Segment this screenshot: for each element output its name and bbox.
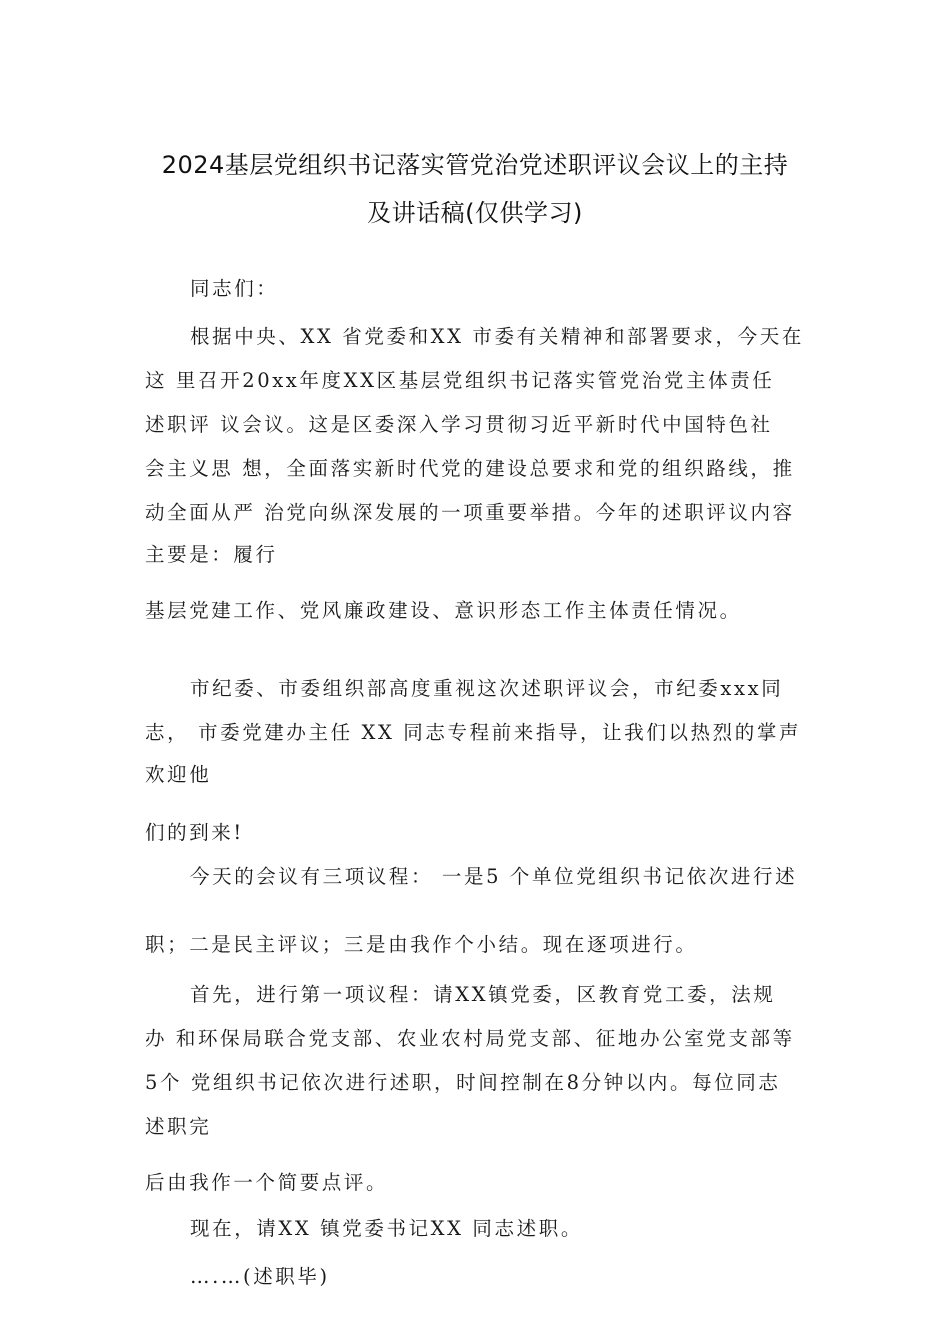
paragraph-line: 首先，进行第一项议程：请XX镇党委，区教育党工委，法规: [190, 983, 776, 1006]
paragraph-line: 市纪委、市委组织部高度重视这次述职评议会，市纪委xxx同: [190, 677, 784, 700]
paragraph-line: 们的到来!: [145, 821, 244, 844]
paragraph-line: ….…(述职毕): [190, 1265, 330, 1288]
paragraph-line: 职；二是民主评议；三是由我作个小结。现在逐项进行。: [145, 933, 698, 956]
paragraph-line: 基层党建工作、党风廉政建设、意识形态工作主体责任情况。: [145, 599, 742, 622]
paragraph-line: 志， 市委党建办主任 XX 同志专程前来指导，让我们以热烈的掌声: [145, 721, 802, 744]
salutation: 同志们：: [190, 277, 279, 300]
paragraph-line: 今天的会议有三项议程： 一是5 个单位党组织书记依次进行述: [190, 865, 798, 888]
paragraph-line: 动全面从严 治党向纵深发展的一项重要举措。今年的述职评议内容: [145, 501, 795, 524]
paragraph-line: 根据中央、XX 省党委和XX 市委有关精神和部署要求，今天在: [190, 325, 804, 348]
paragraph-line: 述职评 议会议。这是区委深入学习贯彻习近平新时代中国特色社: [145, 413, 773, 436]
paragraph-line: 5个 党组织书记依次进行述职，时间控制在8分钟以内。每位同志: [145, 1071, 781, 1094]
paragraph-line: 这 里召开20xx年度XX区基层党组织书记落实管党治党主体责任: [145, 369, 775, 392]
paragraph-line: 主要是：履行: [145, 543, 278, 566]
paragraph-line: 会主义思 想，全面落实新时代党的建设总要求和党的组织路线，推: [145, 457, 795, 480]
paragraph-line: 现在，请XX 镇党委书记XX 同志述职。: [190, 1217, 583, 1240]
paragraph-line: 办 和环保局联合党支部、农业农村局党支部、征地办公室党支部等: [145, 1027, 795, 1050]
document-title-line-1: 2024基层党组织书记落实管党治党述职评议会议上的主持: [161, 151, 789, 179]
paragraph-line: 述职完: [145, 1115, 212, 1138]
paragraph-line: 欢迎他: [145, 763, 212, 786]
paragraph-line: 后由我作一个简要点评。: [145, 1171, 389, 1194]
document-title-line-2: 及讲话稿(仅供学习): [367, 199, 583, 227]
